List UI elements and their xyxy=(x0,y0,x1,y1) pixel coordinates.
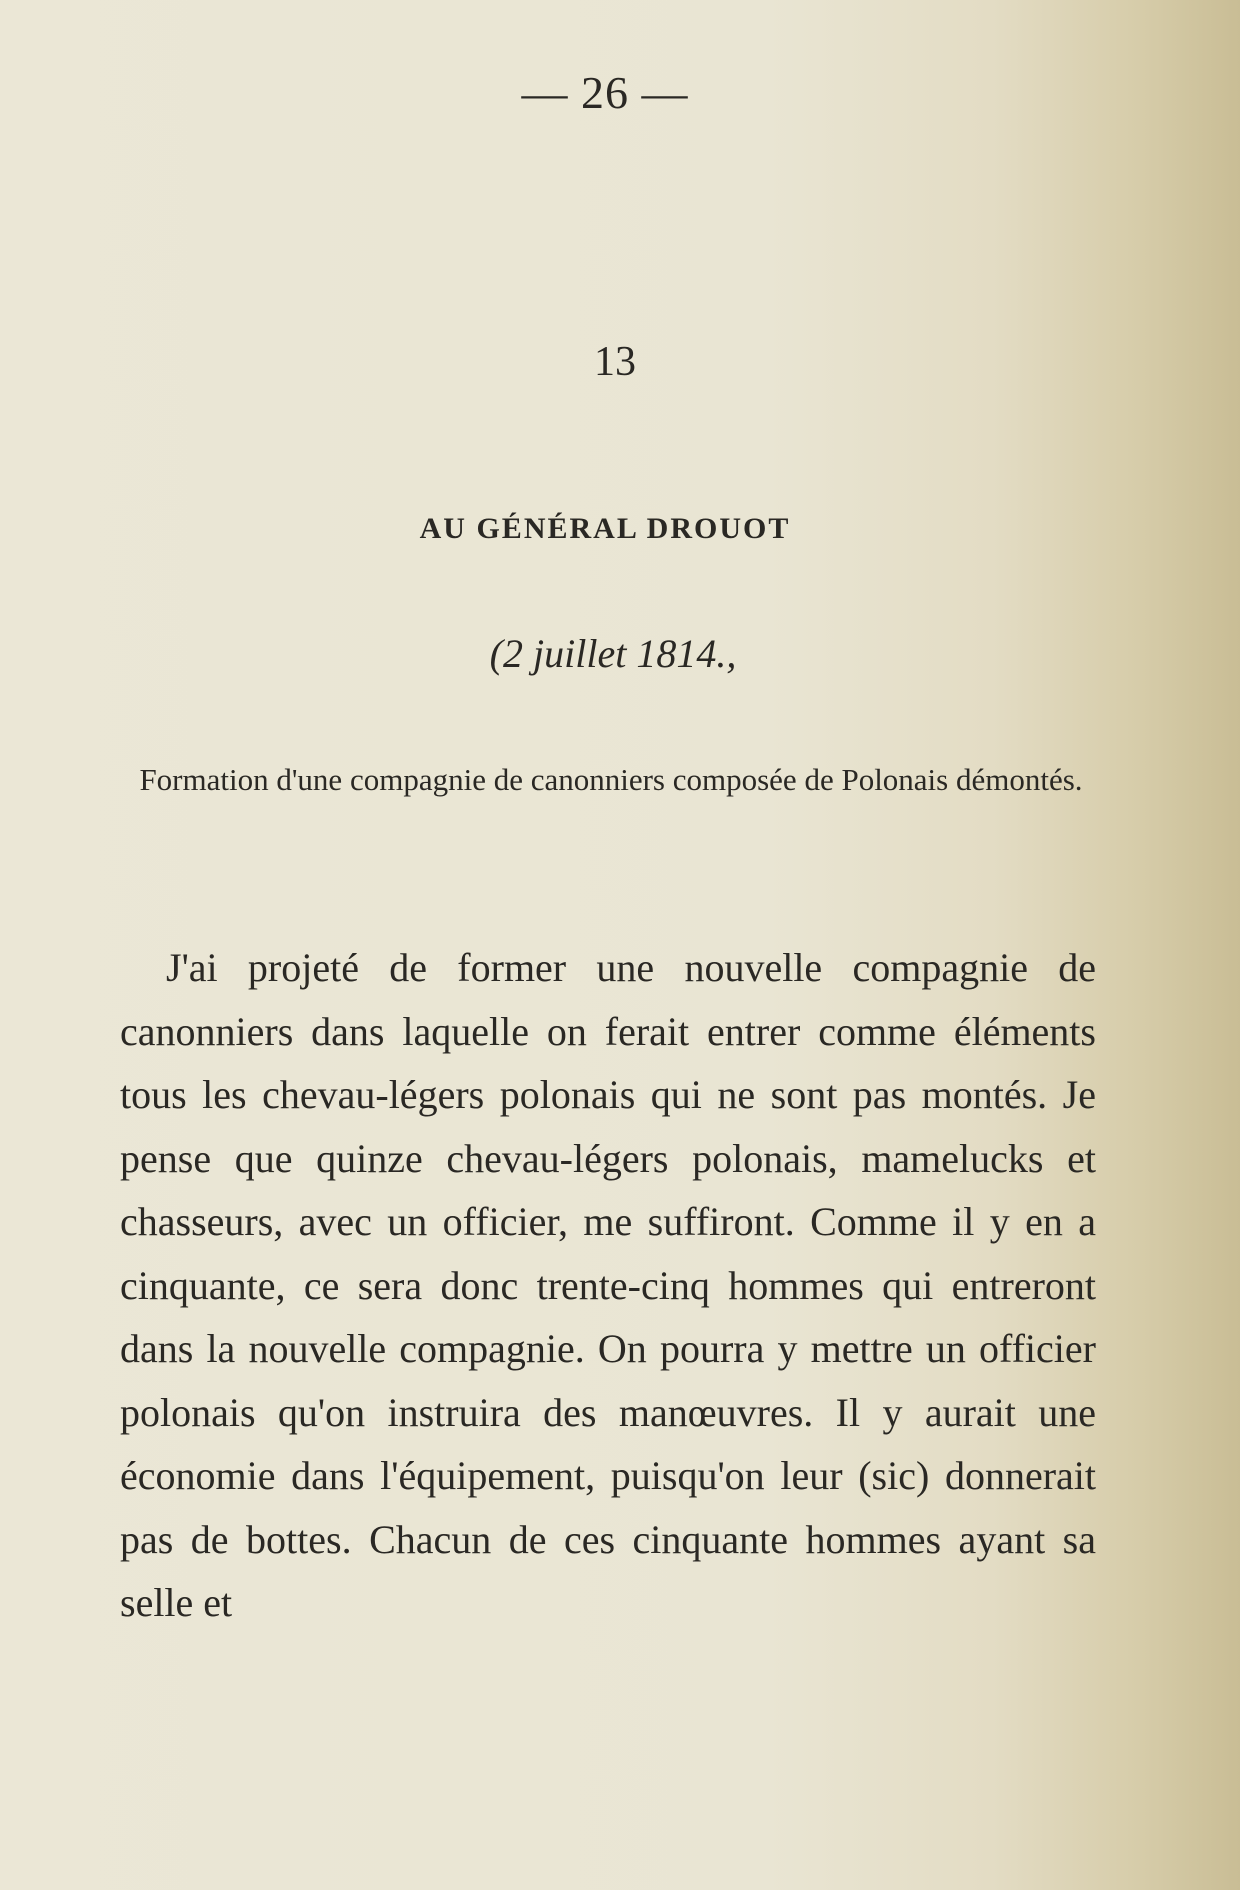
letter-number: 13 xyxy=(594,339,636,385)
letter-addressee: AU GÉNÉRAL DROUOT xyxy=(419,512,791,545)
letter-body: J'ai projeté de former une nouvelle compagnie de canonniers dans laquelle on ferait entrer comme éléments tous les chevau-légers polonais qui ne sont pas montés. Je pense que quinze chevau-légers polonais, mamelucks et chasseurs, avec un officier, me suffiront. Comme il y en a cinquante, ce sera donc trente-cinq hommes qui entreront dans la nouvelle compagnie. On pourra y mettre un officier polonais qu'on instruira des manœuvres. Il y aurait une économie dans l'équipement, puisqu'on leur (sic) donnerait pas de bottes. Chacun de ces cinquante hommes ayant sa selle et xyxy=(120,945,1096,1625)
letter-summary: Formation d'une compagnie de canonniers composée de Polonais démontés. xyxy=(139,762,1083,797)
page-number: — 26 — xyxy=(521,67,689,118)
letter-date: (2 juillet 1814., xyxy=(489,631,737,676)
